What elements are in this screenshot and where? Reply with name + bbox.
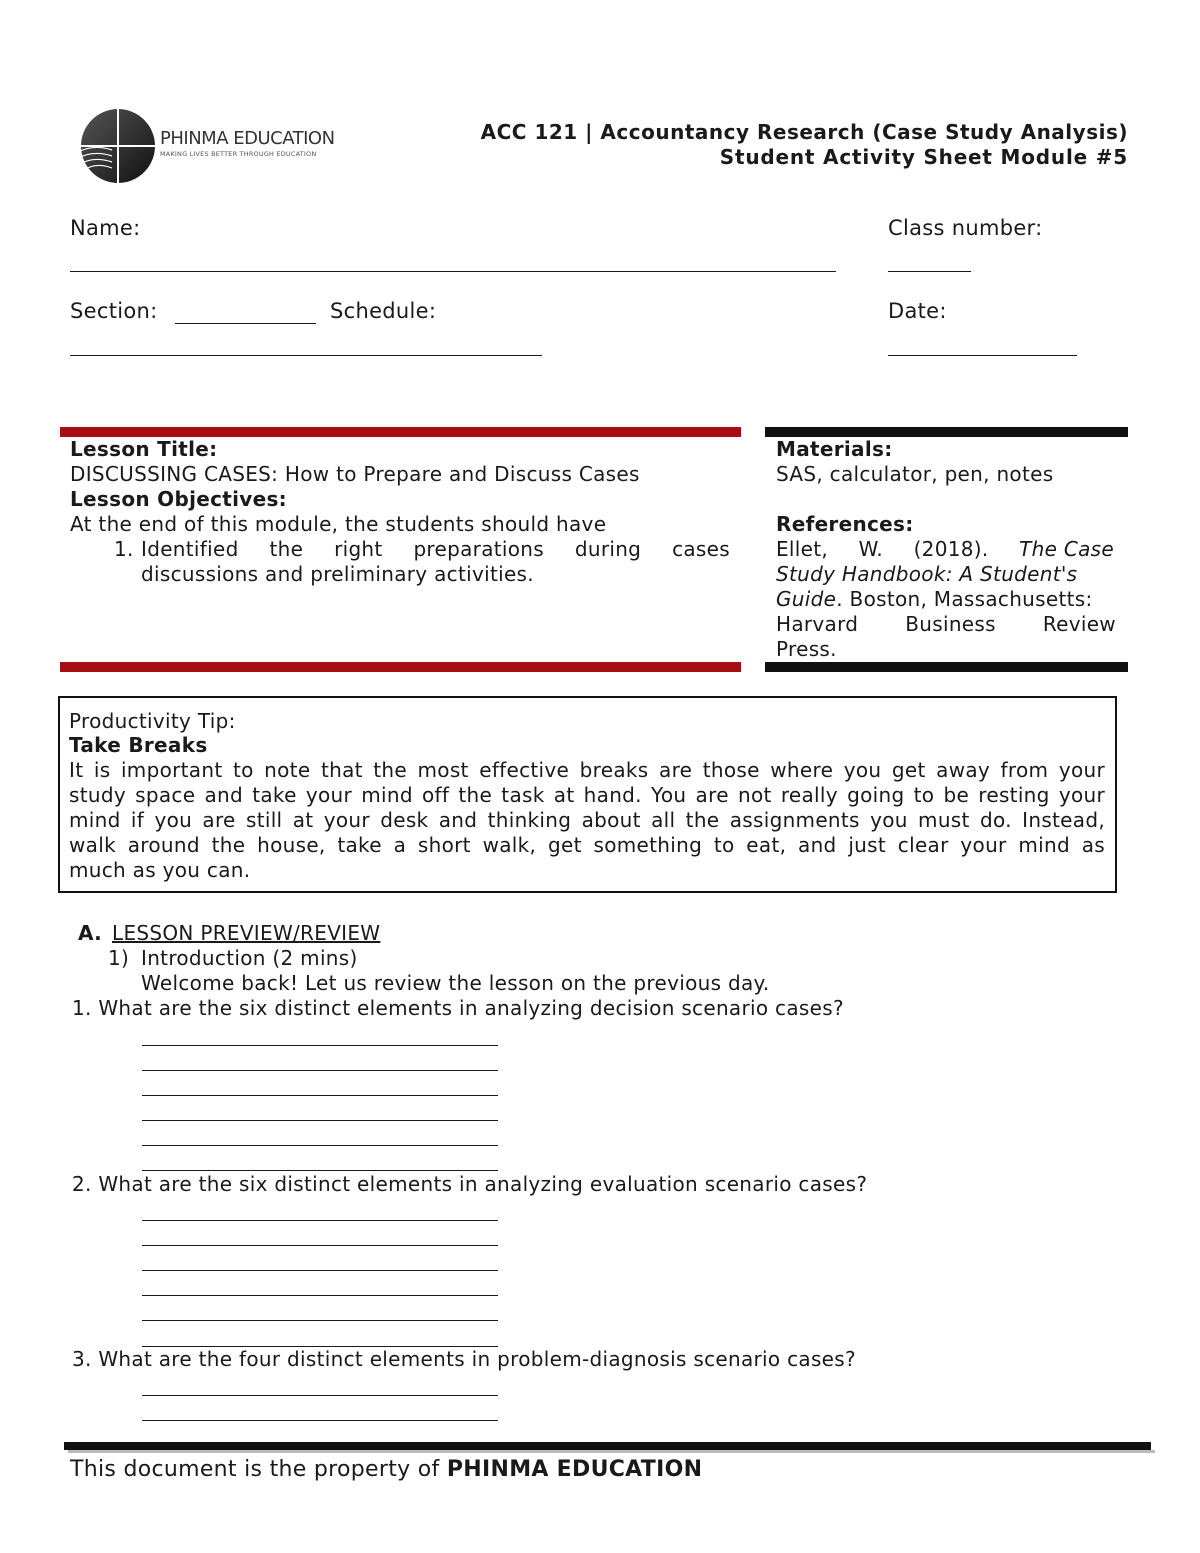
footer-prefix: This document is the property of — [70, 1457, 447, 1482]
materials-bottom-bar — [765, 662, 1128, 672]
answer-line[interactable] — [142, 1145, 498, 1146]
answer-line[interactable] — [142, 1045, 498, 1046]
lesson-top-bar — [60, 427, 741, 437]
answer-line[interactable] — [142, 1395, 498, 1396]
reference-line1 — [776, 537, 1114, 562]
tip-body — [69, 758, 1105, 883]
tip-line: walk around the house, take a short walk, get something to eat, and just clear your mind as — [69, 833, 1105, 857]
answer-line[interactable] — [142, 1270, 498, 1271]
intro-text: Welcome back! Let us review the lesson on the previous day. — [141, 971, 770, 995]
answer-line[interactable] — [142, 1095, 498, 1096]
word: preparations — [413, 537, 544, 561]
lesson-title-label: Lesson Title: — [70, 437, 218, 461]
section-heading: LESSON PREVIEW/REVIEW — [112, 921, 381, 945]
reference-line2: Study Handbook: A Student's — [776, 562, 1078, 586]
materials-label: Materials: — [776, 437, 893, 461]
intro-label: Introduction (2 mins) — [141, 946, 358, 970]
reference-book-title: The Case — [1019, 537, 1114, 561]
objective-number: 1. — [114, 537, 134, 561]
footer-owner: PHINMA EDUCATION — [446, 1457, 703, 1482]
sheet-title: Student Activity Sheet Module #5 — [719, 145, 1128, 169]
footer-rule-shadow — [68, 1450, 1155, 1453]
course-title: ACC 121 | Accountancy Research (Case Study Analysis) — [480, 120, 1128, 144]
tip-line: mind if you are still at your desk and thinking about all the assignments you must do. Instead, — [69, 808, 1105, 832]
footer-rule — [64, 1442, 1151, 1450]
word: Harvard — [776, 612, 859, 636]
tip-line: study space and take your mind off the task at hand. You are not really going to be resting your — [69, 783, 1105, 807]
answer-line[interactable] — [142, 1295, 498, 1296]
word: (2018). — [913, 537, 989, 561]
intro-number: 1) — [108, 946, 130, 970]
objective-1-line2: discussions and preliminary activities. — [141, 562, 534, 586]
word: Identified — [141, 537, 239, 561]
section-letter: A. — [78, 921, 103, 945]
materials-top-bar — [765, 427, 1128, 437]
class-number-field[interactable] — [888, 271, 971, 272]
materials-items: SAS, calculator, pen, notes — [776, 462, 1054, 486]
reference-book-title-end: Guide — [776, 587, 837, 611]
word: Review — [1042, 612, 1116, 636]
word: during — [574, 537, 642, 561]
word: cases — [672, 537, 730, 561]
lesson-bottom-bar — [60, 662, 741, 672]
word: the — [269, 537, 304, 561]
answer-line[interactable] — [142, 1320, 498, 1321]
reference-line4 — [776, 612, 1116, 637]
date-label: Date: — [888, 299, 947, 323]
reference-location: . Boston, Massachusetts: — [836, 587, 1093, 611]
lesson-title: DISCUSSING CASES: How to Prepare and Discuss Cases — [70, 462, 640, 486]
tip-line: It is important to note that the most effective breaks are those where you get away from your — [69, 758, 1105, 782]
logo-brand: PHINMA EDUCATION — [160, 128, 335, 149]
objectives-intro: At the end of this module, the students should have — [70, 512, 607, 536]
tip-label: Productivity Tip: — [69, 709, 236, 733]
answer-line[interactable] — [142, 1420, 498, 1421]
objective-1-line1 — [141, 537, 730, 562]
answer-line[interactable] — [142, 1070, 498, 1071]
word: right — [334, 537, 383, 561]
name-field[interactable] — [70, 271, 836, 272]
footer-text — [70, 1456, 702, 1484]
question-3: 3. What are the four distinct elements in problem-diagnosis scenario cases? — [72, 1347, 856, 1371]
reference-line5: Press. — [776, 637, 837, 661]
lesson-objectives-label: Lesson Objectives: — [70, 487, 287, 511]
word: Ellet, — [776, 537, 829, 561]
references-label: References: — [776, 512, 914, 536]
logo-tagline: MAKING LIVES BETTER THROUGH EDUCATION — [160, 150, 317, 158]
tip-title: Take Breaks — [69, 733, 208, 757]
schedule-field[interactable] — [70, 355, 542, 356]
class-number-label: Class number: — [888, 216, 1043, 240]
answer-line[interactable] — [142, 1245, 498, 1246]
name-label: Name: — [70, 216, 141, 240]
answer-line[interactable] — [142, 1170, 498, 1171]
answer-line[interactable] — [142, 1120, 498, 1121]
reference-line3 — [776, 587, 1093, 612]
question-2: 2. What are the six distinct elements in analyzing evaluation scenario cases? — [72, 1172, 868, 1196]
word: Business — [905, 612, 996, 636]
schedule-label: Schedule: — [330, 299, 437, 323]
section-field[interactable] — [175, 323, 316, 324]
date-field[interactable] — [888, 355, 1077, 356]
question-1: 1. What are the six distinct elements in analyzing decision scenario cases? — [72, 996, 844, 1020]
answer-line[interactable] — [142, 1220, 498, 1221]
tip-line: much as you can. — [69, 858, 251, 882]
section-label: Section: — [70, 299, 158, 323]
phinma-logo-icon — [72, 106, 162, 186]
word: W. — [858, 537, 884, 561]
